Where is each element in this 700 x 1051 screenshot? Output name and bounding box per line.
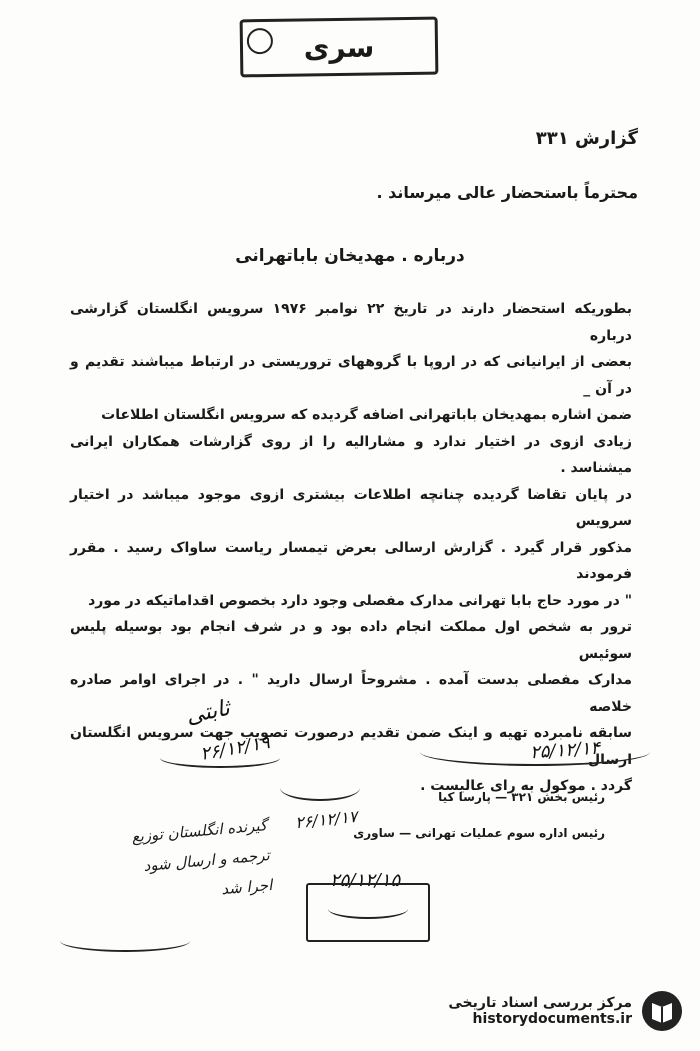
- signature-scribble: [60, 930, 190, 952]
- body-line: مدارک مفصلی بدست آمده . مشروحاً ارسال دارید " . در اجرای اوامر صادره خلاصه: [70, 672, 632, 715]
- body-line: زیادی ازوی در اختیار ندارد و مشارالیه را از روی گزارشات همکاران ایرانی میشناسد .: [70, 433, 632, 476]
- report-number: گزارش ۳۳۱: [535, 128, 638, 149]
- body-line: ترور به شخص اول مملکت انجام داده بود و در شرف انجام بود بوسیله پلیس سوئیس: [70, 619, 632, 662]
- signature-scribble: [160, 748, 280, 768]
- report-body: [70, 296, 632, 800]
- classification-stamp: [240, 17, 439, 78]
- body-line: " در مورد حاج بابا تهرانی مدارک مفصلی وجود دارد بخصوص اقداماتیکه در مورد: [88, 592, 632, 609]
- salutation: محترماً باستحضار عالی میرساند .: [376, 183, 638, 202]
- watermark-title: مرکز بررسی اسناد تاریخی: [448, 995, 632, 1011]
- handwritten-date: ۲۶/۱۲/۱۷: [294, 806, 359, 833]
- margin-note-line: گیرنده انگلستان توزیع: [130, 816, 268, 846]
- book-logo-icon: [640, 989, 684, 1033]
- handwritten-date: ۲۵/۱۲/۱۴: [529, 737, 601, 764]
- subject-line: درباره . مهدیخان باباتهرانی: [235, 246, 465, 266]
- typed-signature: رئیس اداره سوم عملیات تهرانی — ساوری: [353, 826, 605, 840]
- stamp-mark-icon: [247, 28, 273, 54]
- signature-scribble: [280, 775, 360, 801]
- body-line: مذکور قرار گیرد . گزارش ارسالی بعرض تیمسار ریاست ساواک رسید . مقرر فرمودند: [70, 539, 632, 582]
- body-line: گردد . موکول به رای عالیست .: [420, 778, 632, 794]
- body-line: سابقه نامبرده تهیه و اینک ضمن تقدیم درصورت تصویب جهت سرویس انگلستان ارسال: [70, 725, 632, 768]
- signature-scribble: [328, 899, 408, 919]
- watermark: [384, 981, 684, 1041]
- signature-scribble: [420, 738, 650, 766]
- margin-note-line: اجرا شد: [220, 875, 273, 899]
- margin-note: [37, 810, 274, 920]
- body-line: بعضی از ایرانیانی که در اروپا با گروههای تروریستی در ارتباط میباشند تقدیم و در آن _: [70, 354, 632, 397]
- margin-note-line: ترجمه و ارسال شود: [142, 846, 271, 875]
- handwritten-date: ۲۶/۱۲/۱۹: [198, 732, 272, 765]
- handwritten-signature: ثابتی: [183, 695, 233, 730]
- classification-label: سری: [303, 30, 375, 64]
- handwritten-date: ۲۵/۱۲/۱۵: [330, 870, 401, 891]
- body-line: ضمن اشاره بمهدیخان باباتهرانی اضافه گردیده که سرویس انگلستان اطلاعات: [101, 407, 632, 423]
- watermark-url: historydocuments.ir: [472, 1011, 632, 1027]
- typed-signature: رئیس بخش ۳۲۱ — پارسا کیا: [438, 790, 605, 804]
- body-line: بطوریکه استحضار دارند در تاریخ ۲۲ نوامبر ۱۹۷۶ سرویس انگلستان گزارشی درباره: [70, 301, 632, 344]
- body-line: در پایان تقاضا گردیده چنانچه اطلاعات بیشتری ازوی موجود میباشد در اختیار سرویس: [70, 486, 632, 529]
- approval-box: [306, 883, 430, 942]
